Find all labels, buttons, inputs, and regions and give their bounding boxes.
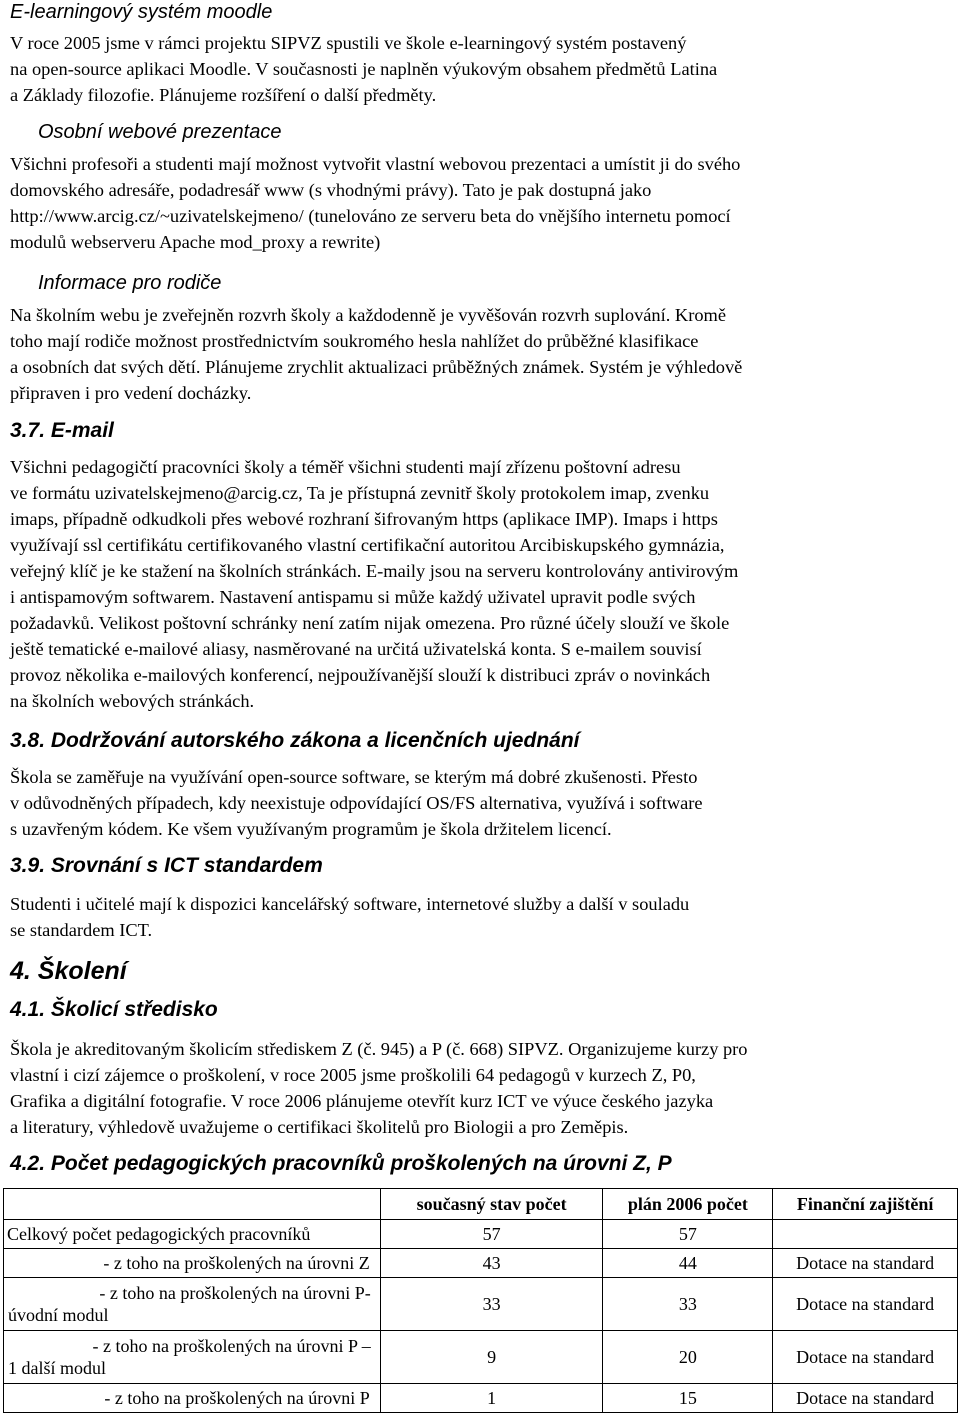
text-line: Všichni profesoři a studenti mají možnost vytvořit vlastní webovou prezentaci a umístit ji do svého bbox=[10, 154, 741, 174]
text-line: Všichni pedagogičtí pracovníci školy a téměř všichni studenti mají zřízenu poštovní adresu bbox=[10, 457, 681, 477]
text-line: na školních webových stránkách. bbox=[10, 691, 255, 711]
row-label-line: - z toho na proškolených na úrovni P- bbox=[99, 1283, 371, 1303]
paragraph-moodle bbox=[10, 30, 955, 108]
table-row bbox=[4, 1384, 958, 1413]
heading-trained-count: 4.2. Počet pedagogických pracovníků proškolených na úrovni Z, P bbox=[10, 1152, 672, 1175]
heading-moodle: E-learningový systém moodle bbox=[10, 1, 273, 23]
text-line: s uzavřeným kódem. Ke všem využívaným programům je škola držitelem licencí. bbox=[10, 819, 612, 839]
table-header-current: současný stav počet bbox=[380, 1189, 603, 1220]
paragraph-ict-standard bbox=[10, 891, 955, 943]
text-line: požadavků. Velikost poštovní schránky není zatím nijak omezena. Pro různé účely slouží ve škole bbox=[10, 613, 730, 633]
row-funding: Dotace na standard bbox=[773, 1249, 958, 1278]
row-current: 43 bbox=[380, 1249, 603, 1278]
text-line: Škola je akreditovaným školicím střediskem Z (č. 945) a P (č. 668) SIPVZ. Organizujeme kurzy pro bbox=[10, 1039, 748, 1059]
text-line: a osobních dat svých dětí. Plánujeme zrychlit aktualizaci průběžných známek. Systém je výhledově bbox=[10, 357, 743, 377]
table-header-row bbox=[4, 1189, 958, 1220]
row-label-line: 1 další modul bbox=[8, 1358, 106, 1378]
training-stats-table bbox=[3, 1188, 958, 1413]
row-label: - z toho na proškolených na úrovni Z bbox=[4, 1249, 381, 1278]
table-header-funding: Finanční zajištění bbox=[773, 1189, 958, 1220]
text-line: ve formátu uzivatelskejmeno@arcig.cz, Ta je přístupná zevnitř školy protokolem imap, zvenku bbox=[10, 483, 710, 503]
text-line: modulů webserveru Apache mod_proxy a rewrite) bbox=[10, 232, 381, 252]
row-current: 33 bbox=[380, 1278, 603, 1331]
heading-web-presentations: Osobní webové prezentace bbox=[38, 121, 282, 143]
table-row bbox=[4, 1220, 958, 1249]
row-label bbox=[4, 1278, 381, 1331]
paragraph-parents-info bbox=[10, 302, 955, 406]
text-line: toho mají rodiče možnost prostřednictvím soukromého hesla nahlížet do průběžné klasifikace bbox=[10, 331, 699, 351]
row-plan: 57 bbox=[603, 1220, 773, 1249]
text-line: a literatury, výhledově uvažujeme o certifikaci školitelů pro Biologii a pro Zeměpis. bbox=[10, 1117, 629, 1137]
row-label-line: - z toho na proškolených na úrovni P – bbox=[92, 1336, 371, 1356]
text-line: využívají ssl certifikátu certifikovaného vlastní certifikační autoritou Arcibiskupského gymnázia, bbox=[10, 535, 725, 555]
text-line: se standardem ICT. bbox=[10, 920, 153, 940]
table-row bbox=[4, 1249, 958, 1278]
row-plan: 44 bbox=[603, 1249, 773, 1278]
paragraph-web-presentations bbox=[10, 151, 955, 255]
text-line: ještě tematické e-mailové aliasy, nasměrované na určitá uživatelská konta. S e-mailem souvisí bbox=[10, 639, 702, 659]
heading-training-center: 4.1. Školicí středisko bbox=[10, 998, 218, 1021]
text-line: http://www.arcig.cz/~uzivatelskejmeno/ (tunelováno ze serveru beta do vnějšího internetu pomocí bbox=[10, 206, 731, 226]
text-line: Škola se zaměřuje na využívání open-source software, se kterým má dobré zkušenosti. Přesto bbox=[10, 767, 698, 787]
text-line: Na školním webu je zveřejněn rozvrh školy a každodenně je vyvěšován rozvrh suplování. Kromě bbox=[10, 305, 726, 325]
row-plan: 15 bbox=[603, 1384, 773, 1413]
text-line: veřejný klíč je ke stažení na školních stránkách. E-maily jsou na serveru kontrolovány antivirovým bbox=[10, 561, 739, 581]
row-current: 57 bbox=[380, 1220, 603, 1249]
paragraph-email bbox=[10, 454, 955, 714]
heading-parents-info: Informace pro rodiče bbox=[38, 272, 222, 294]
row-label: Celkový počet pedagogických pracovníků bbox=[4, 1220, 381, 1249]
heading-copyright: 3.8. Dodržování autorského zákona a licenčních ujednání bbox=[10, 729, 580, 752]
row-plan: 20 bbox=[603, 1331, 773, 1384]
text-line: V roce 2005 jsme v rámci projektu SIPVZ spustili ve škole e-learningový systém postavený bbox=[10, 33, 687, 53]
row-funding: Dotace na standard bbox=[773, 1278, 958, 1331]
row-plan: 33 bbox=[603, 1278, 773, 1331]
text-line: domovského adresáře, podadresář www (s vhodnými právy). Tato je pak dostupná jako bbox=[10, 180, 652, 200]
text-line: a Základy filozofie. Plánujeme rozšíření o další předměty. bbox=[10, 85, 437, 105]
text-line: imaps, případně odkudkoli přes webové rozhraní šifrovaným https (aplikace IMP). Imaps i https bbox=[10, 509, 718, 529]
table-row bbox=[4, 1278, 958, 1331]
text-line: připraven i pro vedení docházky. bbox=[10, 383, 252, 403]
row-funding: Dotace na standard bbox=[773, 1331, 958, 1384]
paragraph-training-center bbox=[10, 1036, 955, 1140]
text-line: vlastní i cizí zájemce o proškolení, v roce 2005 jsme proškolili 64 pedagogů v kurzech Z, P0, bbox=[10, 1065, 696, 1085]
row-label-line: úvodní modul bbox=[8, 1305, 109, 1325]
text-line: v odůvodněných případech, kdy neexistuje odpovídající OS/FS alternativa, využívá i software bbox=[10, 793, 703, 813]
table-row bbox=[4, 1331, 958, 1384]
text-line: Studenti i učitelé mají k dispozici kancelářský software, internetové služby a další v souladu bbox=[10, 894, 690, 914]
row-current: 9 bbox=[380, 1331, 603, 1384]
row-funding: Dotace na standard bbox=[773, 1384, 958, 1413]
text-line: i antispamovým softwarem. Nastavení antispamu si může každý uživatel upravit podle svých bbox=[10, 587, 696, 607]
row-funding bbox=[773, 1220, 958, 1249]
paragraph-copyright bbox=[10, 764, 955, 842]
heading-ict-standard: 3.9. Srovnání s ICT standardem bbox=[10, 854, 323, 877]
row-label bbox=[4, 1331, 381, 1384]
heading-training: 4. Školení bbox=[10, 957, 127, 985]
heading-email: 3.7. E-mail bbox=[10, 419, 114, 442]
row-label: - z toho na proškolených na úrovni P bbox=[4, 1384, 381, 1413]
text-line: na open-source aplikaci Moodle. V současnosti je naplněn výukovým obsahem předmětů Latina bbox=[10, 59, 718, 79]
row-current: 1 bbox=[380, 1384, 603, 1413]
text-line: provoz několika e-mailových konferencí, nejpoužívanější slouží k distribuci zpráv o novinkách bbox=[10, 665, 711, 685]
text-line: Grafika a digitální fotografie. V roce 2006 plánujeme otevřít kurz ICT ve výuce českého jazyka bbox=[10, 1091, 714, 1111]
table-header-empty bbox=[4, 1189, 381, 1220]
table-header-plan: plán 2006 počet bbox=[603, 1189, 773, 1220]
